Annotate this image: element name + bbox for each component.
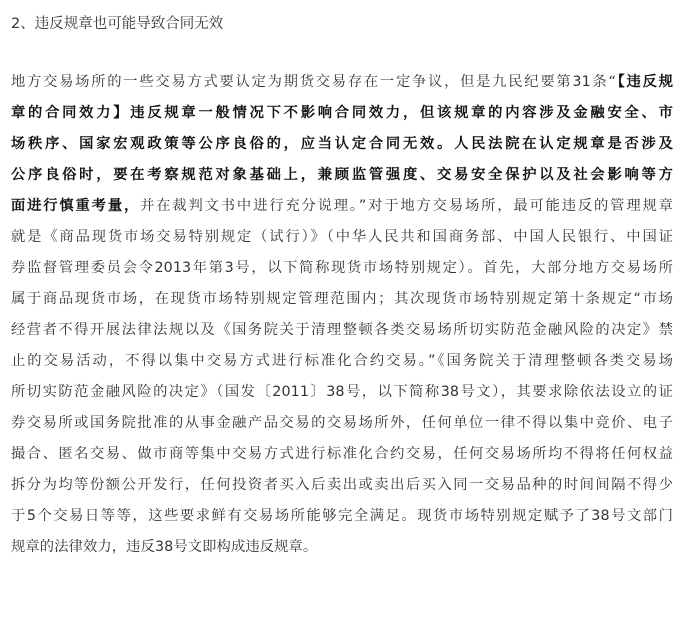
text-segment: 止的交易活动，不得以集中交易方式进行标准化合约交易。”《国务院关于清理整顿各类交易场 [11,353,673,369]
text-line [11,67,673,98]
text-segment: 于5个交易日等等，这些要求鲜有交易场所能够完全满足。现货市场特别规定赋予了38号文部门 [11,508,673,524]
text-segment: 就是《商品现货市场交易特别规定（试行）》（中华人民共和国商务部、中国人民银行、中国证 [11,229,673,245]
bold-text-segment: 面进行慎重考量， [11,198,141,214]
article-paragraph [11,67,673,563]
text-segment: 地方交易场所的一些交易方式要认定为期货交易存在一定争议，但是九民纪要第31条“ [11,74,616,90]
bold-text-segment: 【违反规 [615,74,673,90]
bold-text-segment: 章的合同效力】违反规章一般情况下不影响合同效力，但该规章的内容涉及金融安全、市 [11,105,673,121]
text-line [11,532,673,563]
text-line [11,315,673,346]
text-line [11,98,673,129]
section-heading: 2、违反规章也可能导致合同无效 [11,16,224,32]
text-segment: 撮合、匿名交易、做市商等集中交易方式进行标准化合约交易，任何交易场所均不得将任何权益 [11,446,673,462]
text-line [11,284,673,315]
text-line [11,191,673,222]
text-line [11,253,673,284]
text-line [11,222,673,253]
text-segment: 拆分为均等份额公开发行，任何投资者买入后卖出或卖出后买入同一交易品种的时间间隔不得少 [11,477,673,493]
bold-text-segment: 公序良俗时，要在考察规范对象基础上，兼顾监管强度、交易安全保护以及社会影响等方 [11,167,673,183]
text-line [11,501,673,532]
text-line [11,377,673,408]
text-segment: 属于商品现货市场，在现货市场特别规定管理范围内；其次现货市场特别规定第十条规定“市场 [11,291,673,307]
text-line [11,129,673,160]
text-line [11,470,673,501]
text-segment: 并在裁判文书中进行充分说理。”对于地方交易场所，最可能违反的管理规章 [140,198,673,214]
text-segment: 经营者不得开展法律法规以及《国务院关于清理整顿各类交易场所切实防范金融风险的决定》禁 [11,322,673,338]
text-line [11,408,673,439]
bold-text-segment: 场秩序、国家宏观政策等公序良俗的，应当认定合同无效。人民法院在认定规章是否涉及 [11,136,673,152]
text-line [11,160,673,191]
text-segment: 券交易所或国务院批准的从事金融产品交易的交易场所外，任何单位一律不得以集中竞价、电子 [11,415,673,431]
text-segment: 所切实防范金融风险的决定》（国发〔2011〕38号，以下简称38号文），其要求除依法设立的证 [11,384,673,400]
text-segment: 规章的法律效力，违反38号文即构成违反规章。 [11,539,318,555]
text-line [11,439,673,470]
text-segment: 券监督管理委员会令2013年第3号，以下简称现货市场特别规定）。首先，大部分地方交易场所 [11,260,673,276]
text-line [11,346,673,377]
